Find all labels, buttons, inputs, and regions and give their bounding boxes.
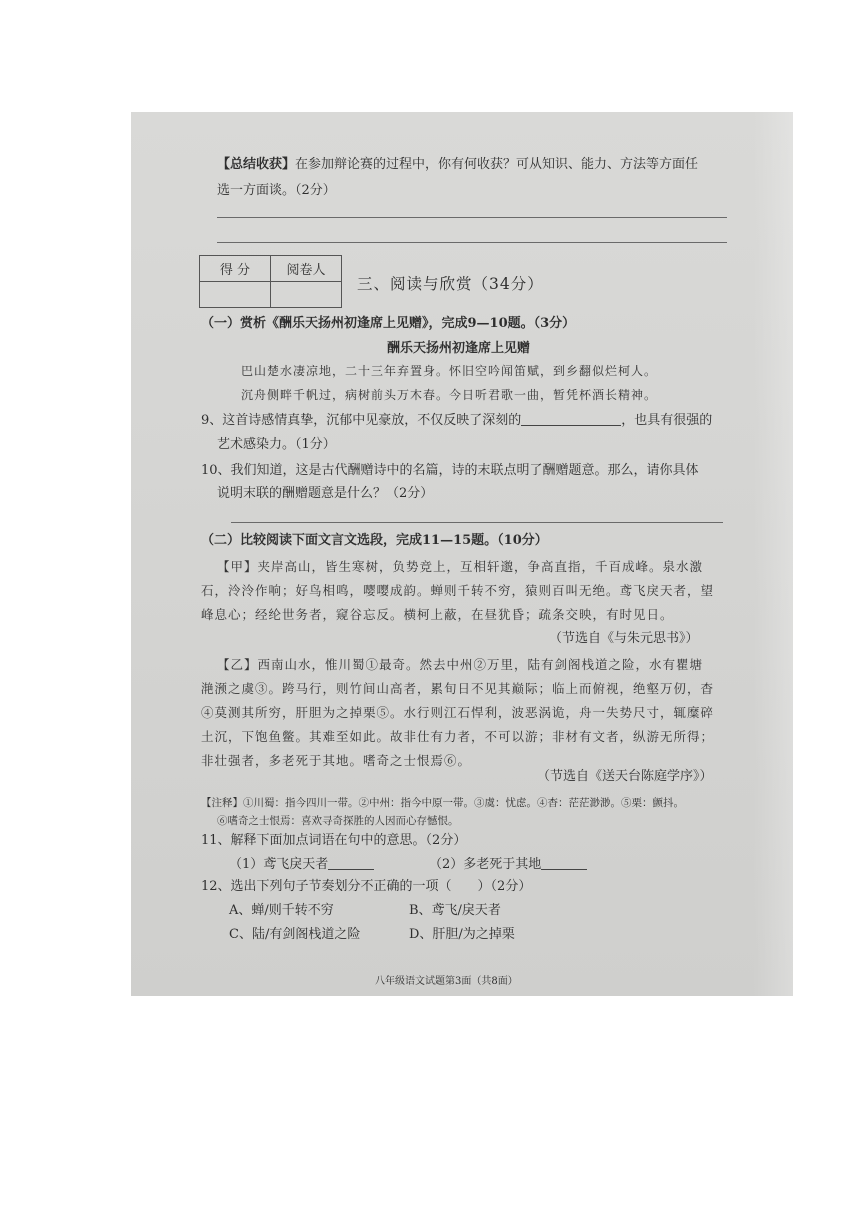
- q9-text: ，也具有很强的: [621, 413, 713, 428]
- question-10-cont: 说明末联的酬赠题意是什么？（2分）: [217, 486, 434, 501]
- passage-yi-line: 土沉，下饱鱼鳖。其难至如此。故非仕有力者，不可以游；非材有文者，纵游无所得；: [201, 729, 715, 744]
- question-11-item-1: [229, 856, 374, 874]
- grader-header: 阅卷人: [271, 256, 342, 282]
- score-table: [199, 255, 342, 308]
- answer-line: [231, 522, 723, 523]
- footnote-line: ⑥嗜奇之士恨焉：喜欢寻奇探胜的人因而心存憾恨。: [217, 815, 459, 827]
- page-footer: 八年级语文试题第3面（共8面）: [375, 976, 518, 987]
- summary-text: 在参加辩论赛的过程中，你有何收获？可从知识、能力、方法等方面任: [295, 157, 699, 172]
- passage-yi-line: 非壮强者，多老死于其地。嗜奇之士恨焉⑥。: [201, 753, 472, 768]
- part1-heading: （一）赏析《酬乐天扬州初逢席上见赠》，完成9—10题。（3分）: [201, 316, 576, 331]
- question-9: [201, 412, 712, 430]
- passage-yi-source: （节选自《送天台陈庭学序》）: [537, 769, 713, 784]
- summary-tag: 【总结收获】: [217, 157, 296, 172]
- passage-yi-line: 【乙】西南山水，惟川蜀①最奇。然去中州②万里，陆有剑阁栈道之险，水有瞿塘: [217, 657, 704, 672]
- exam-paper-photo: [131, 112, 793, 996]
- passage-jia-line: 峰息心；经纶世务者，窥谷忘反。横柯上蔽，在昼犹昏；疏条交映，有时见日。: [201, 607, 674, 622]
- score-cell: [200, 282, 271, 308]
- answer-line: [217, 242, 727, 243]
- question-10: 10、我们知道，这是古代酬赠诗中的名篇，诗的末联点明了酬赠题意。那么，请你具体: [201, 463, 699, 478]
- q9-text: 9、这首诗感情真挚，沉郁中见豪放，不仅反映了深刻的: [201, 413, 522, 428]
- question-12: 12、选出下列句子节奏划分不正确的一项（ ）（2分）: [201, 879, 532, 894]
- summary-line-2: 选一方面谈。（2分）: [217, 183, 336, 198]
- option-a[interactable]: A、蝉/则千转不穷: [229, 903, 334, 918]
- score-header: 得 分: [200, 256, 271, 282]
- poem-line: 巴山楚水凄凉地，二十三年弃置身。怀旧空吟闻笛赋，到乡翻似烂柯人。: [241, 364, 658, 378]
- option-d[interactable]: D、肝胆/为之掉栗: [409, 927, 515, 942]
- question-9-cont: 艺术感染力。（1分）: [217, 437, 336, 452]
- poem-line: 沉舟侧畔千帆过，病树前头万木春。今日听君歌一曲，暂凭杯酒长精神。: [241, 388, 658, 402]
- summary-line-1: [217, 156, 698, 174]
- footnote-line: 【注释】①川蜀：指今四川一带。②中州：指今中原一带。③虞：忧虑。④杳：茫茫渺渺。⑤栗：颤抖。: [201, 797, 684, 809]
- option-b[interactable]: B、鸢飞/戾天者: [409, 903, 501, 918]
- question-11: 11、解释下面加点词语在句中的意思。（2分）: [201, 833, 467, 848]
- passage-jia-line: 【甲】夹岸高山，皆生寒树，负势竞上，互相轩邈，争高直指，千百成峰。泉水激: [217, 559, 704, 574]
- question-11-item-2: [429, 856, 587, 874]
- passage-jia-source: （节选自《与朱元思书》）: [549, 631, 699, 646]
- q11-item-text: （2）多老死于其地: [429, 857, 542, 872]
- answer-line: [217, 217, 727, 218]
- part2-heading: （二）比较阅读下面文言文选段，完成11—15题。（10分）: [201, 533, 548, 548]
- answer-blank[interactable]: [521, 413, 621, 426]
- passage-yi-line: ④莫测其所穷，肝胆为之掉栗⑤。水行则江石悍利，波恶涡诡，舟一失势尺寸，辄糜碎: [201, 705, 715, 720]
- answer-blank[interactable]: [541, 857, 587, 870]
- poem-title: 酬乐天扬州初逢席上见赠: [387, 341, 531, 356]
- q11-item-text: （1）鸢飞戾天者: [229, 857, 329, 872]
- passage-jia-line: 石，泠泠作响；好鸟相鸣，嘤嘤成韵。蝉则千转不穷，猿则百叫无绝。鸢飞戾天者，望: [201, 583, 715, 598]
- answer-blank[interactable]: [328, 857, 374, 870]
- section-title: 三、阅读与欣赏（34分）: [357, 275, 544, 293]
- option-c[interactable]: C、陆/有剑阁栈道之险: [229, 927, 361, 942]
- grader-cell: [271, 282, 342, 308]
- passage-yi-line: 滟滪之虞③。跨马行，则竹间山高者，累旬日不见其巅际；临上而俯视，绝壑万仞，杳: [201, 681, 715, 696]
